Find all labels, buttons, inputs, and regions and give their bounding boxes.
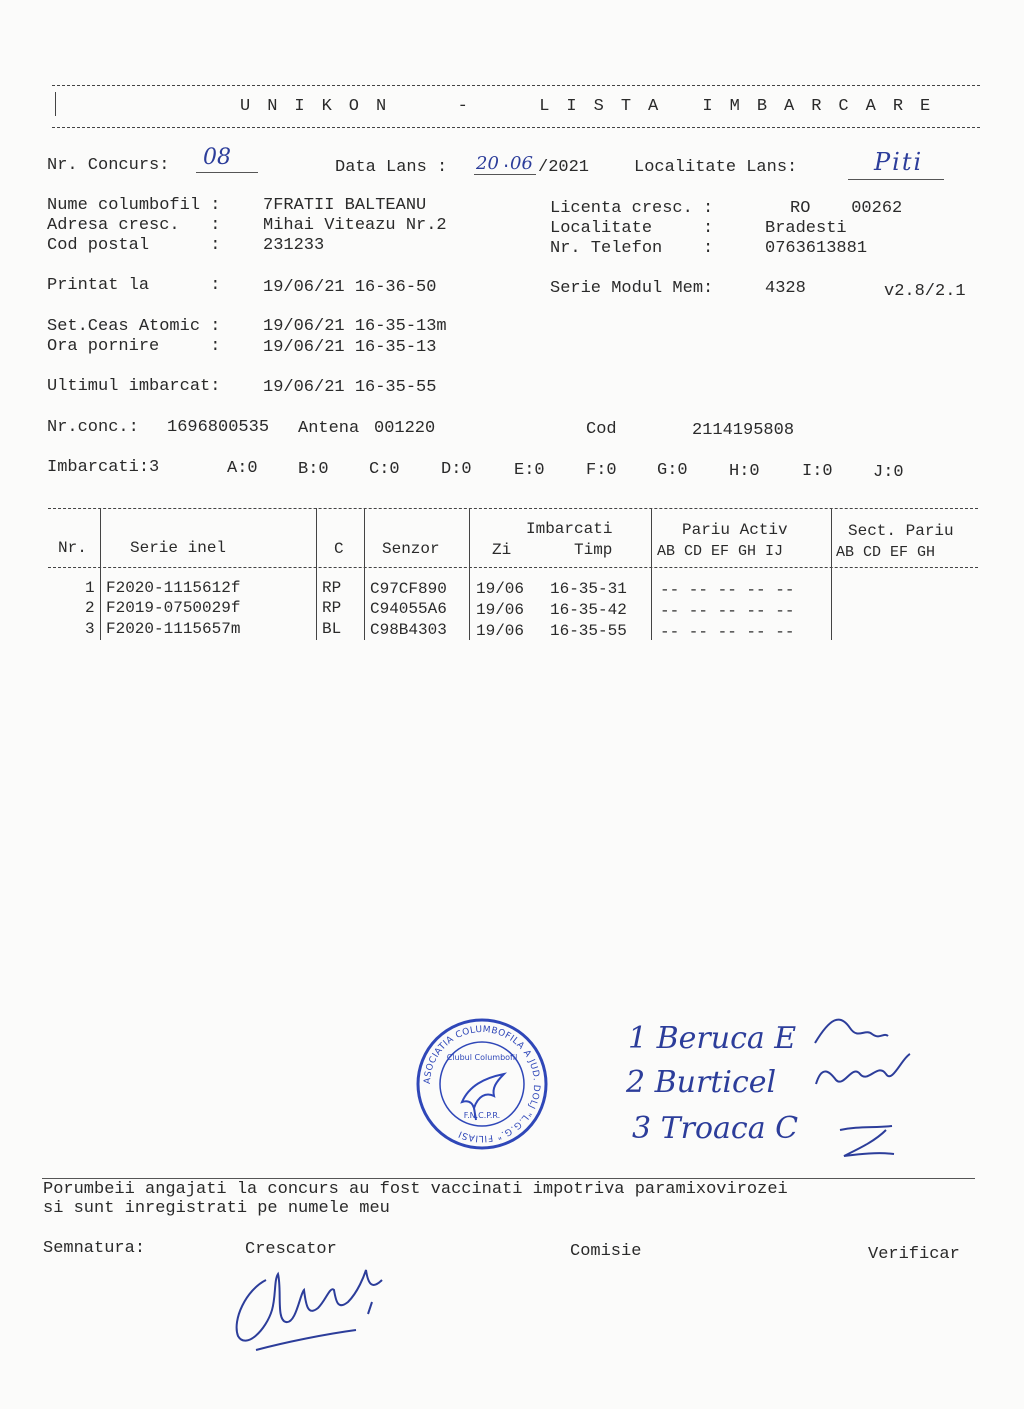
row-zi: 19/06 — [476, 580, 525, 598]
module-serial-label: Serie Modul Mem: — [550, 279, 714, 298]
count-item: G:0 — [657, 461, 688, 480]
row-zi: 19/06 — [476, 601, 525, 619]
antenna-label: Antena — [298, 419, 360, 438]
start-time-value: 19/06/21 16-35-13 — [263, 338, 437, 357]
race-nr-label: Nr. Concurs: — [47, 156, 170, 175]
race-date-label: Data Lans : — [335, 158, 448, 177]
count-item: F:0 — [586, 461, 617, 480]
row-c: BL — [322, 620, 342, 638]
breeder-address-value: Mihai Viteazu Nr.2 — [263, 216, 447, 235]
row-timp: 16-35-42 — [550, 601, 627, 619]
breeder-signature-icon — [226, 1250, 396, 1360]
breeder-phone-value: 0763613881 — [765, 239, 868, 258]
race-date-year: /2021 — [538, 158, 590, 177]
breeder-postal-value: 231233 — [263, 236, 325, 255]
header-sect-sub: AB CD EF GH — [836, 544, 936, 561]
version-label: v2.8/2.1 — [884, 282, 966, 301]
breeder-address-label: Adresa cresc. : — [47, 216, 221, 235]
count-item: D:0 — [441, 460, 472, 479]
breeder-name-label: Nume columbofil : — [47, 196, 221, 215]
header-senzor: Senzor — [382, 540, 440, 558]
race-place-label: Localitate Lans: — [634, 158, 798, 177]
count-item: A:0 — [227, 459, 258, 478]
atomic-clock-value: 19/06/21 16-35-13m — [263, 317, 447, 336]
header-nr: Nr. — [58, 539, 87, 557]
breeder-license-label: Licenta cresc. : — [550, 199, 714, 218]
commission-signature-label: Comisie — [570, 1242, 642, 1261]
race-date-month: 06 — [510, 153, 533, 174]
printed-label: Printat la : — [47, 276, 221, 295]
header-sect: Sect. Pariu — [848, 522, 954, 540]
stamp-ring-text: ASOCIATIA COLUMBOFILA A JUD. DOLJ "L.G.G." FILIASI — [422, 1024, 542, 1144]
row-serie: F2020-1115657m — [106, 620, 241, 638]
row-serie: F2019-0750029f — [106, 599, 241, 617]
boarded-count-label: Imbarcati:3 — [47, 458, 160, 477]
table-header-rule — [48, 567, 978, 568]
commission-line: 2 Burticel — [626, 1065, 777, 1100]
table-col-divider — [831, 508, 832, 640]
atomic-clock-label: Set.Ceas Atomic : — [47, 317, 221, 336]
verifier-signature-label: Verificar — [868, 1245, 960, 1264]
club-stamp-icon — [414, 1016, 550, 1152]
race-nr-underline — [196, 172, 258, 173]
count-item: E:0 — [514, 461, 545, 480]
race-nr-value: 08 — [203, 145, 231, 170]
title-left-bar — [55, 92, 56, 116]
code-label: Cod — [586, 420, 617, 439]
breeder-signature-label: Crescator — [245, 1240, 337, 1259]
count-item: C:0 — [369, 460, 400, 479]
last-boarded-label: Ultimul imbarcat: — [47, 377, 221, 396]
header-imbarcati: Imbarcati — [526, 520, 613, 538]
page-title: UNIKON - LISTA IMBARCARE — [240, 97, 948, 116]
row-pariu: -- -- -- -- -- — [660, 623, 795, 641]
table-col-divider — [469, 508, 470, 640]
race-date-day: 20 — [476, 153, 499, 174]
table-col-divider — [316, 508, 317, 640]
header-pariu: Pariu Activ — [682, 521, 788, 539]
header-pariu-sub: AB CD EF GH IJ — [657, 543, 784, 560]
nrconc-label: Nr.conc.: — [47, 418, 139, 437]
row-zi: 19/06 — [476, 622, 525, 640]
row-c: RP — [322, 579, 342, 597]
race-place-value: Piti — [874, 148, 924, 176]
row-senzor: C97CF890 — [370, 580, 447, 598]
commission-line: 1 Beruca E — [628, 1021, 797, 1056]
row-nr: 1 — [85, 579, 95, 597]
last-boarded-value: 19/06/21 16-35-55 — [263, 378, 437, 397]
breeder-phone-label: Nr. Telefon : — [550, 239, 714, 258]
table-col-divider — [364, 508, 365, 640]
row-nr: 2 — [85, 599, 95, 617]
count-item: H:0 — [729, 462, 760, 481]
row-serie: F2020-1115612f — [106, 579, 241, 597]
table-col-divider — [100, 508, 101, 640]
module-serial-value: 4328 — [765, 279, 806, 298]
header-timp: Timp — [574, 541, 613, 559]
race-date-underline — [474, 174, 536, 175]
antenna-value: 001220 — [374, 419, 436, 438]
count-item: I:0 — [802, 462, 833, 481]
stamp-inner-top: Clubul Columbofil — [446, 1053, 518, 1062]
row-timp: 16-35-55 — [550, 622, 627, 640]
count-item: B:0 — [298, 460, 329, 479]
stamp-inner-bottom: F.N.C.P.R. — [463, 1111, 501, 1120]
breeder-locality-value: Bradesti — [765, 219, 847, 238]
row-pariu: -- -- -- -- -- — [660, 581, 795, 599]
race-date-dot: . — [501, 154, 512, 173]
header-c: C — [334, 540, 344, 558]
printed-value: 19/06/21 16-36-50 — [263, 278, 437, 297]
nrconc-value: 1696800535 — [167, 418, 270, 437]
code-value: 2114195808 — [692, 421, 795, 440]
start-time-label: Ora pornire : — [47, 337, 221, 356]
row-pariu: -- -- -- -- -- — [660, 602, 795, 620]
row-nr: 3 — [85, 620, 95, 638]
vaccination-statement-2: si sunt inregistrati pe numele meu — [43, 1199, 390, 1218]
row-c: RP — [322, 599, 342, 617]
breeder-locality-label: Localitate : — [550, 219, 714, 238]
count-item: J:0 — [873, 463, 904, 482]
header-zi: Zi — [492, 541, 512, 559]
race-place-underline — [848, 179, 944, 180]
vaccination-statement-1: Porumbeii angajati la concurs au fost vaccinati impotriva paramixovirozei — [43, 1180, 788, 1199]
breeder-postal-label: Cod postal : — [47, 236, 221, 255]
commission-signature-2 — [812, 1044, 916, 1100]
breeder-name-value: 7FRATII BALTEANU — [263, 196, 427, 215]
table-top-rule — [48, 508, 978, 509]
footer-rule — [42, 1178, 975, 1179]
table-col-divider — [651, 508, 652, 640]
commission-signature-3 — [834, 1116, 904, 1166]
title-bottom-rule — [52, 127, 980, 128]
commission-line: 3 Troaca C — [632, 1111, 799, 1146]
signature-label: Semnatura: — [43, 1239, 146, 1258]
row-senzor: C98B4303 — [370, 621, 447, 639]
breeder-license-value: RO 00262 — [790, 199, 903, 218]
title-top-rule — [52, 85, 980, 86]
row-senzor: C94055A6 — [370, 600, 447, 618]
row-timp: 16-35-31 — [550, 580, 627, 598]
header-serie: Serie inel — [130, 539, 227, 557]
